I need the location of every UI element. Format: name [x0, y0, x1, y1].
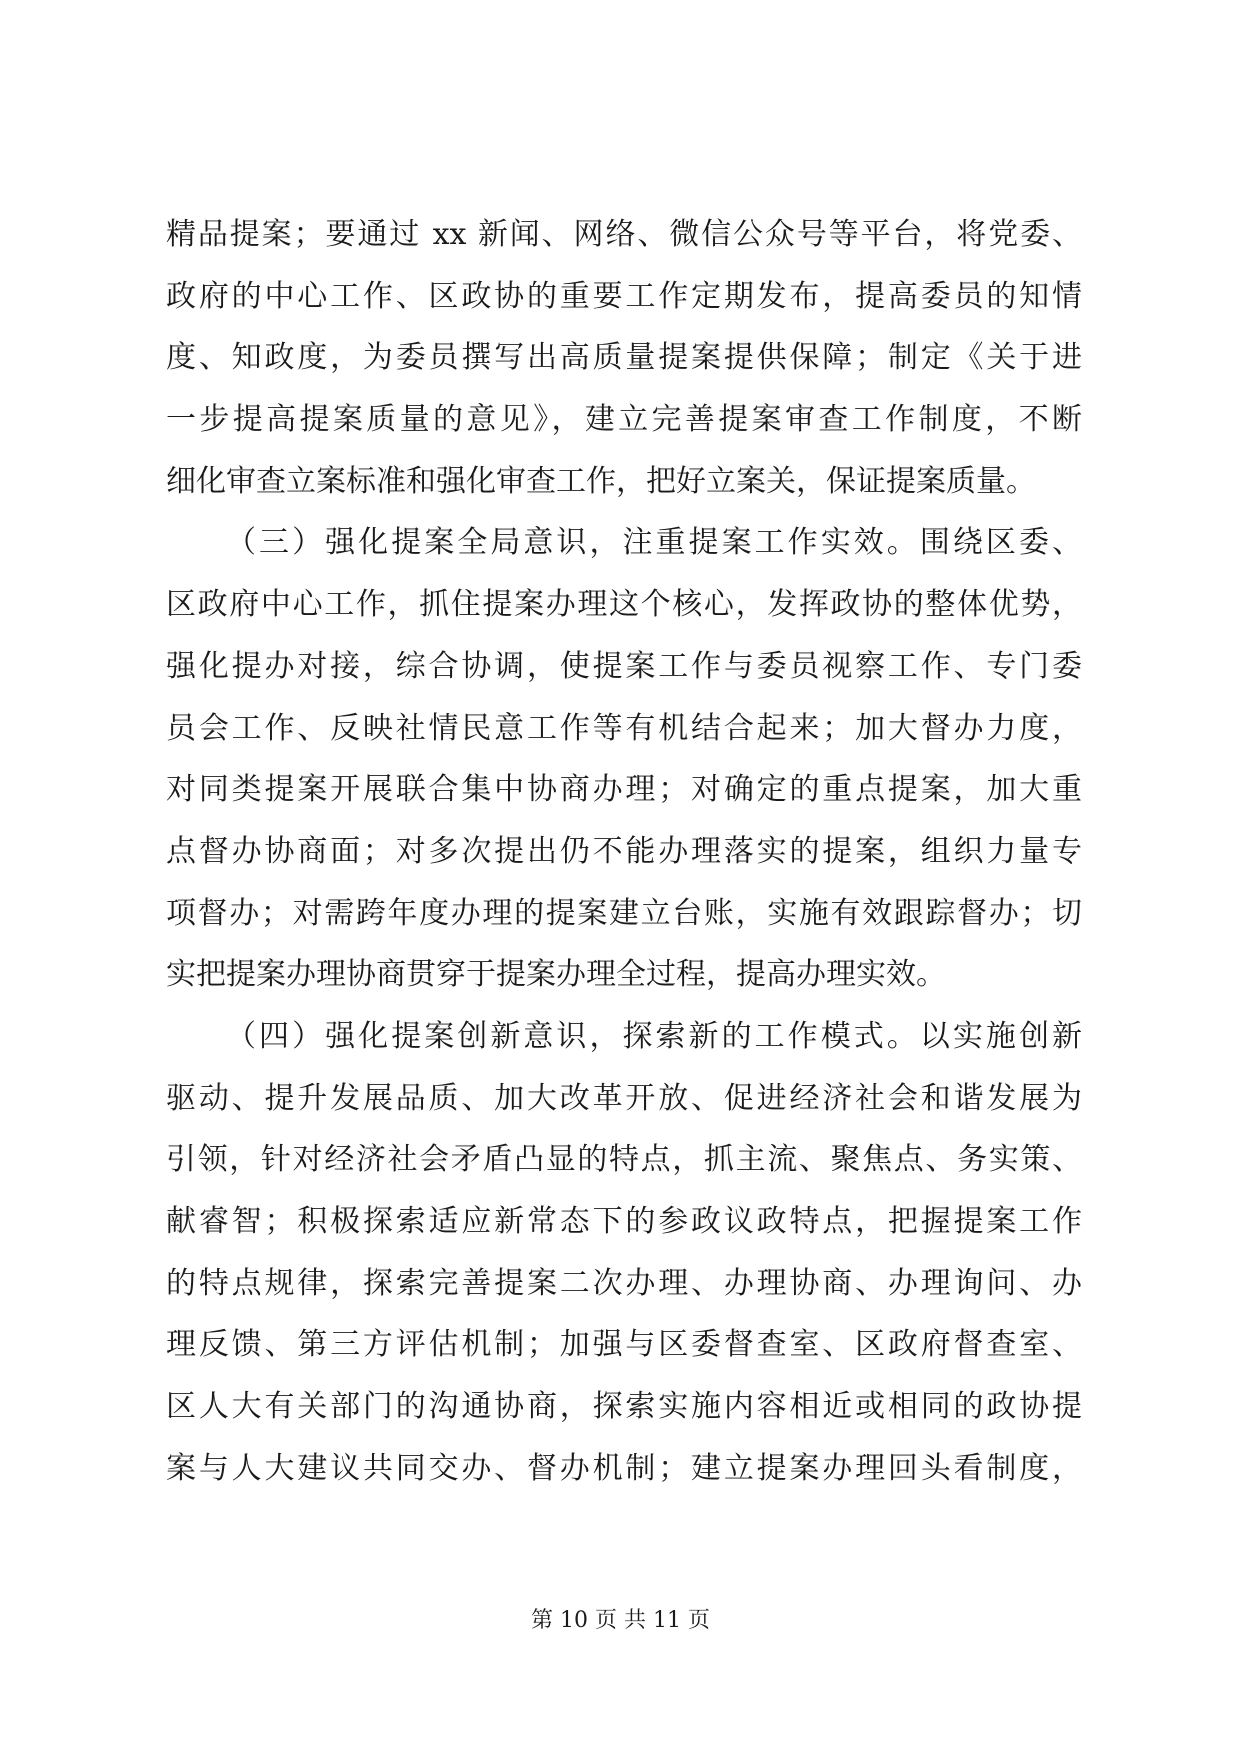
text-line: 精品提案；要通过 xx 新闻、网络、微信公众号等平台，将党委、 [166, 217, 1082, 252]
text-line: 度、知政度，为委员撰写出高质量提案提供保障；制定《关于进 [166, 340, 1082, 376]
text-line: 驱动、提升发展品质、加大改革开放、促进经济社会和谐发展为 [166, 1080, 1082, 1116]
text-line: 强化提办对接，综合协调，使提案工作与委员视察工作、专门委 [166, 648, 1082, 684]
text-line: 区人大有关部门的沟通协商，探索实施内容相近或相同的政协提 [166, 1389, 1082, 1425]
text-line: 一步提高提案质量的意见》，建立完善提案审查工作制度，不断 [166, 402, 1082, 438]
text-line: 员会工作、反映社情民意工作等有机结合起来；加大督办力度， [166, 710, 1082, 746]
text-line: 献睿智；积极探索适应新常态下的参政议政特点，把握提案工作 [166, 1204, 1082, 1239]
text-line: 细化审查立案标准和强化审查工作，把好立案关，保证提案质量。 [166, 463, 1036, 499]
body-text [166, 204, 1082, 1499]
text-line: （四）强化提案创新意识，探索新的工作模式。以实施创新 [226, 1018, 1082, 1054]
text-line: 理反馈、第三方评估机制；加强与区委督查室、区政府督查室、 [166, 1327, 1082, 1363]
text-line: （三）强化提案全局意识，注重提案工作实效。围绕区委、 [226, 525, 1082, 561]
text-line: 点督办协商面；对多次提出仍不能办理落实的提案，组织力量专 [166, 833, 1082, 869]
text-line: 的特点规律，探索完善提案二次办理、办理协商、办理询问、办 [166, 1265, 1082, 1301]
text-line: 政府的中心工作、区政协的重要工作定期发布，提高委员的知情 [166, 278, 1082, 314]
text-line: 对同类提案开展联合集中协商办理；对确定的重点提案，加大重 [166, 772, 1082, 808]
text-line: 区政府中心工作，抓住提案办理这个核心，发挥政协的整体优势， [166, 587, 1082, 623]
text-line: 引领，针对经济社会矛盾凸显的特点，抓主流、聚焦点、务实策、 [166, 1142, 1082, 1178]
page-footer: 第 10 页 共 11 页 [531, 1608, 710, 1633]
text-line: 案与人大建议共同交办、督办机制；建立提案办理回头看制度， [166, 1450, 1082, 1486]
text-line: 项督办；对需跨年度办理的提案建立台账，实施有效跟踪督办；切 [166, 895, 1082, 931]
text-line: 实把提案办理协商贯穿于提案办理全过程，提高办理实效。 [166, 957, 946, 993]
